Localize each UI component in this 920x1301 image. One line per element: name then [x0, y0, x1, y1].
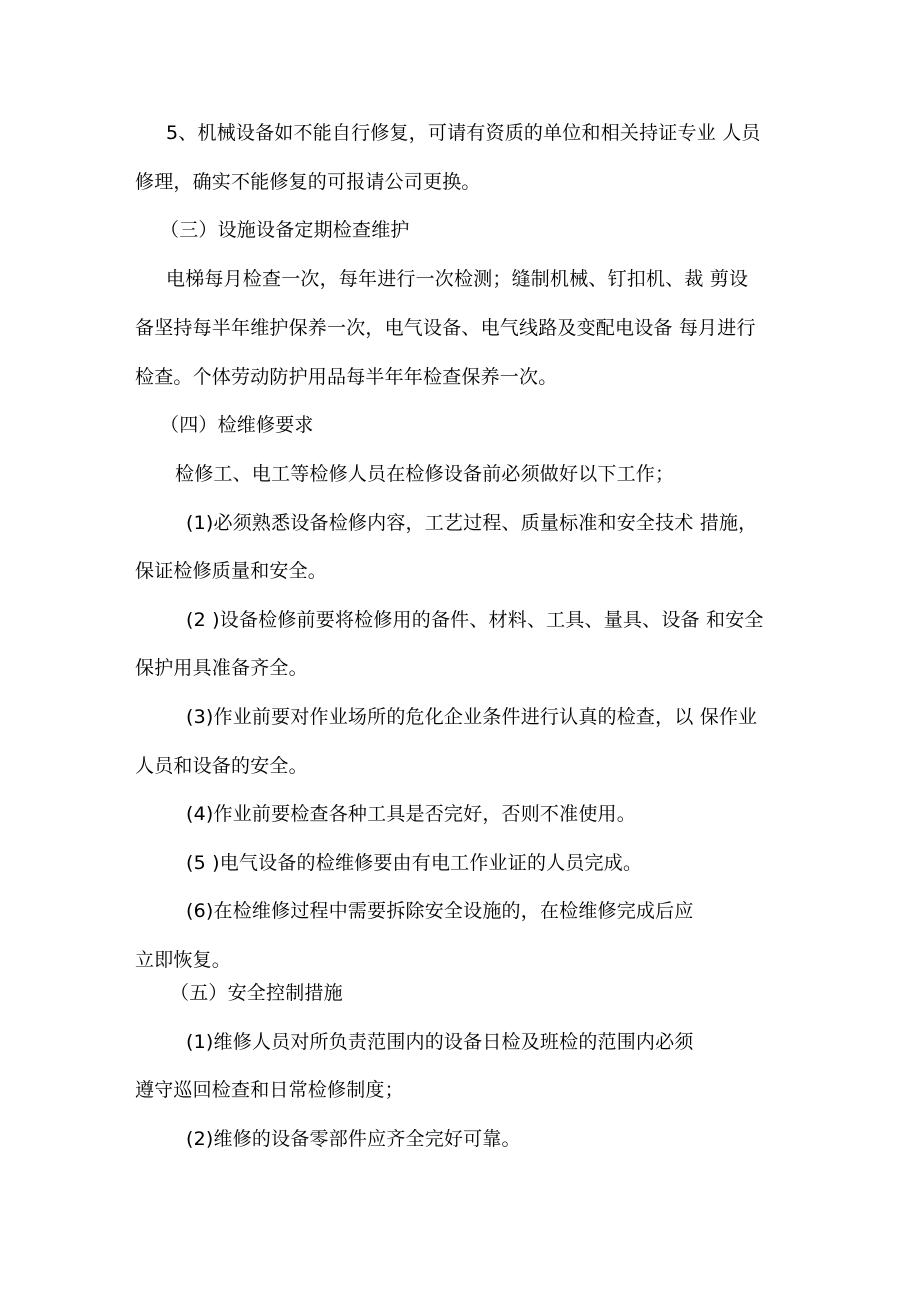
list-item-line: (3)作业前要对作业场所的危化企业条件进行认真的检查，以 保作业	[186, 706, 758, 728]
section-heading: （四）检维修要求	[160, 414, 314, 436]
paragraph-line: 备坚持每半年维护保养一次，电气设备、电气线路及变配电设备 每月进行	[135, 317, 756, 339]
paragraph-line: 5、机械设备如不能自行修复，可请有资质的单位和相关持证专业 人员	[166, 122, 761, 144]
list-item-line: (2)维修的设备零部件应齐全完好可靠。	[186, 1128, 521, 1150]
section-heading: （五）安全控制措施	[170, 982, 343, 1004]
section-heading: （三）设施设备定期检查维护	[160, 219, 410, 241]
list-item-line: 人员和设备的安全。	[135, 755, 308, 777]
list-item-line: 遵守巡回检查和日常检修制度；	[135, 1079, 404, 1101]
paragraph-line: 检修工、电工等检修人员在检修设备前必须做好以下工作；	[175, 463, 675, 485]
paragraph-line: 修理，确实不能修复的可报请公司更换。	[135, 171, 481, 193]
paragraph-line: 检查。个体劳动防护用品每半年年检查保养一次。	[135, 366, 558, 388]
list-item-line: 保证检修质量和安全。	[135, 560, 328, 582]
list-item-line: (1)必须熟悉设备检修内容，工艺过程、质量标准和安全技术 措施，	[186, 512, 758, 534]
paragraph-line: 电梯每月检查一次，每年进行一次检测；缝制机械、钉扣机、裁 剪设	[166, 268, 749, 290]
list-item-line: (4)作业前要检查各种工具是否完好，否则不准使用。	[186, 803, 636, 825]
list-item-line: (6)在检维修过程中需要拆除安全设施的，在检维修完成后应	[186, 900, 694, 922]
list-item-line: 保护用具准备齐全。	[135, 657, 308, 679]
list-item-line: (5 )电气设备的检维修要由有电工作业证的人员完成。	[186, 852, 643, 874]
list-item-line: 立即恢复。	[135, 949, 232, 971]
list-item-line: (2 )设备检修前要将检修用的备件、材料、工具、量具、设备 和安全	[186, 609, 764, 631]
list-item-line: (1)维修人员对所负责范围内的设备日检及班检的范围内必须	[186, 1031, 694, 1053]
